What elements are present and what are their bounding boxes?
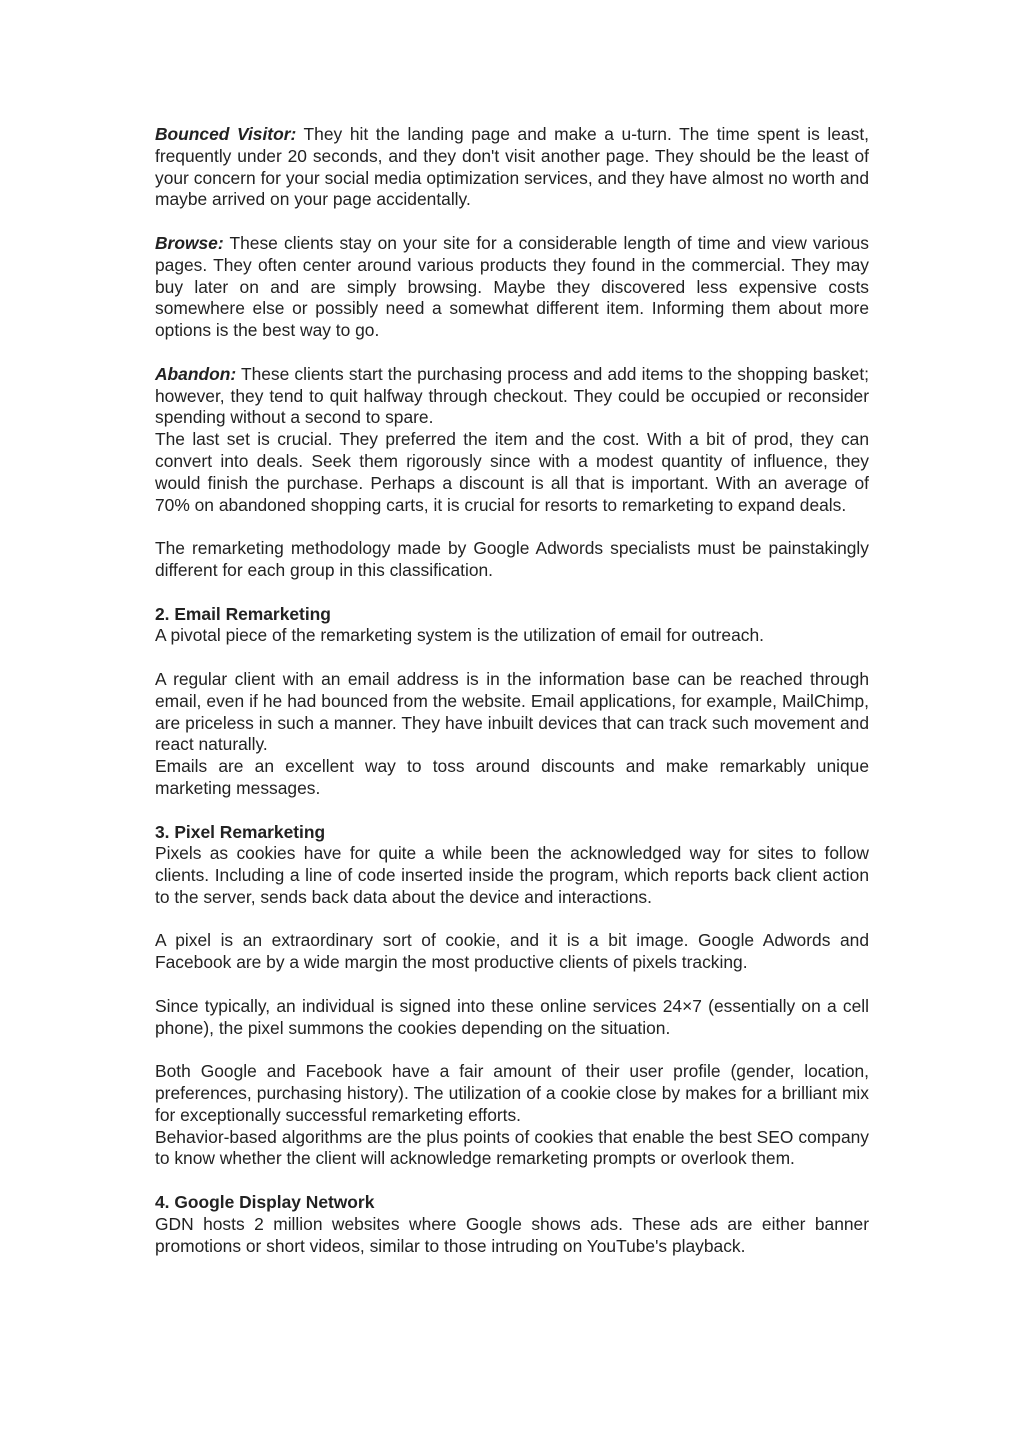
- abandon-label: Abandon:: [155, 363, 237, 384]
- pixel-remarketing-heading: 3. Pixel Remarketing: [155, 821, 326, 842]
- abandon-text: These clients start the purchasing process and add items to the shopping basket; however, they tend to quit halfway through checkout. They could be occupied or reconsider spending without a second to spare.: [155, 363, 869, 428]
- pixel-paragraph-1: Pixels as cookies have for quite a while been the acknowledged way for sites to follow clients. Including a line of code inserted inside the program, which reports back client action to the server, sends back data about the device and interactions.: [155, 843, 869, 907]
- gdn-paragraph-1: GDN hosts 2 million websites where Google shows ads. These ads are either banner promotions or short videos, similar to those intruding on YouTube's playback.: [155, 1213, 869, 1256]
- pixel-paragraph-4: Both Google and Facebook have a fair amount of their user profile (gender, location, preferences, purchasing history). The utilization of a cookie close by makes for a brilliant mix for exceptionally successful remarketing efforts.: [155, 1061, 869, 1125]
- document-body: [155, 124, 869, 1257]
- browse-text: These clients stay on your site for a considerable length of time and view various pages. They often center around various products they found in the commercial. They may buy later on and are simply browsing. Maybe they discovered less expensive costs somewhere else or possibly need a somewhat different item. Informing them about more options is the best way to go.: [155, 232, 869, 341]
- abandon-paragraph: [155, 364, 869, 429]
- browse-label: Browse:: [155, 232, 224, 253]
- bounced-visitor-text: They hit the landing page and make a u-turn. The time spent is least, frequently under 20 seconds, and they don't visit another page. They should be the least of your concern for your social media optimization services, and they have almost no worth and maybe arrived on your page accidentally.: [155, 124, 869, 210]
- google-display-network-heading: 4. Google Display Network: [155, 1192, 375, 1213]
- pixel-paragraph-3: Since typically, an individual is signed into these online services 24×7 (essentially on a cell phone), the pixel summons the cookies depending on the situation.: [155, 995, 869, 1038]
- email-paragraph-3: Emails are an excellent way to toss around discounts and make remarkably unique marketing messages.: [155, 756, 869, 798]
- pixel-paragraph-2: A pixel is an extraordinary sort of cookie, and it is a bit image. Google Adwords and Facebook are by a wide margin the most productive clients of pixels tracking.: [155, 930, 869, 973]
- last-set-paragraph: The last set is crucial. They preferred the item and the cost. With a bit of prod, they can convert into deals. Seek them rigorously since with a modest quantity of influence, they would finish the purchase. Perhaps a discount is all that is important. With an average of 70% on abandoned shopping carts, it is crucial for resorts to remarketing to expand deals.: [155, 429, 869, 515]
- bounced-visitor-paragraph: [155, 124, 869, 211]
- email-paragraph-1: A pivotal piece of the remarketing system is the utilization of email for outreach.: [155, 625, 764, 646]
- pixel-paragraph-5: Behavior-based algorithms are the plus points of cookies that enable the best SEO company to know whether the client will acknowledge remarketing prompts or overlook them.: [155, 1126, 869, 1169]
- email-remarketing-heading: 2. Email Remarketing: [155, 603, 331, 624]
- email-paragraph-2: A regular client with an email address is in the information base can be reached through email, even if he had bounced from the website. Email applications, for example, MailChimp, are priceless in such a manner. They have inbuilt devices that can track such movement and react naturally.: [155, 668, 869, 755]
- methodology-paragraph: The remarketing methodology made by Google Adwords specialists must be painstakingly different for each group in this classification.: [155, 538, 869, 580]
- browse-paragraph: [155, 233, 869, 342]
- bounced-visitor-label: Bounced Visitor:: [155, 124, 297, 144]
